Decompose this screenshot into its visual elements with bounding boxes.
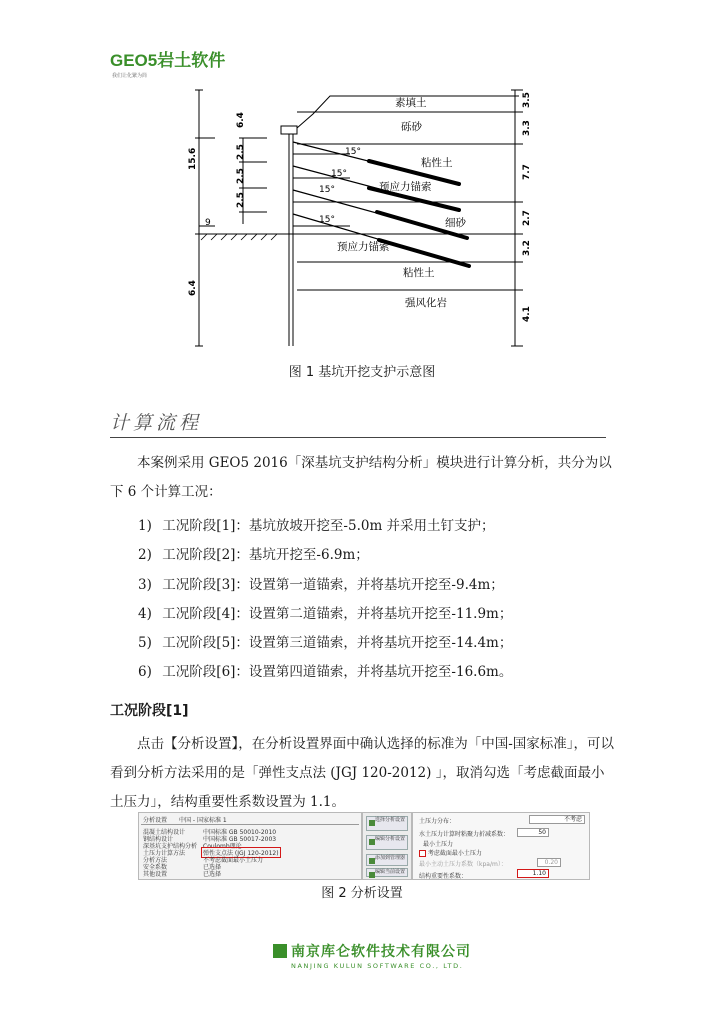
left-dim: 2.5 (236, 168, 246, 184)
selected-standard: 中国 - 国家标准 1 (179, 817, 227, 824)
stage1-paragraph: 点击【分析设置】，在分析设置界面中确认选择的标准为「中国-国家标准」，可以看到分析方法采用的是「弹性支点法 (JGJ 120-2012) 」，取消勾选「考虑截面最小土压力」，结构重要性系数设置为 1.1。 (110, 736, 615, 810)
list-item: 6) 工况阶段[6]：设置第四道锚索，并将基坑开挖至-16.6m。 (138, 664, 513, 681)
list-item: 1) 工况阶段[1]：基坑放坡开挖至-5.0m 并采用土钉支护； (138, 518, 495, 534)
setting-row-value: Coulomb理论 (203, 843, 242, 850)
section-title: 计算流程 (110, 412, 203, 434)
setting-row-label: 分析方法 (143, 857, 168, 864)
angle-label: 15° (319, 185, 335, 195)
edit-settings-button[interactable]: 编辑分析设置 (366, 835, 408, 850)
list-item: 5) 工况阶段[5]：设置第三道锚索，并将基坑开挖至-14.4m； (138, 635, 513, 652)
water-mark: 9 (205, 218, 211, 228)
list-item: 3) 工况阶段[3]：设置第一道锚索，并将基坑开挖至-9.4m； (138, 576, 504, 593)
figure1-caption: 图 1 基坑开挖支护示意图 (288, 365, 436, 380)
setting-row-label: 深基坑支护结构分析 (143, 843, 198, 850)
earth-pressure-select[interactable]: 不考虑 (529, 815, 585, 824)
earth-pressure-label: 土压力分布： (419, 818, 456, 825)
left-dim: 6.4 (236, 112, 246, 128)
min-coeff-label: 最小主动土压力系数（kpa/m）： (419, 861, 507, 868)
angle-label: 15° (345, 147, 361, 157)
layer-label: 预应力锚索 (337, 241, 390, 253)
min-pressure-group: 最小土压力 (423, 841, 454, 848)
cohesion-input[interactable]: 50 (517, 828, 549, 837)
list-item: 2) 工况阶段[2]：基坑开挖至-6.9m； (138, 547, 369, 564)
company-name-en: NANJING KULUN SOFTWARE CO., LTD. (291, 962, 464, 970)
right-dim: 3.3 (522, 120, 532, 136)
tab-analysis-settings[interactable]: 分析设置 (143, 817, 168, 824)
add-to-manager-button[interactable]: 添加到管理器 (366, 854, 408, 866)
setting-row-value: 已选择 (203, 871, 222, 878)
edit-current-button[interactable]: 编辑当前设置 (366, 868, 408, 877)
settings-panel-left (138, 812, 362, 880)
list-item: 4) 工况阶段[4]：设置第二道锚索，并将基坑开挖至-11.9m； (138, 605, 513, 622)
section-divider (110, 437, 606, 438)
logo-mark-icon (273, 944, 287, 958)
stage1-heading: 工况阶段[1] (110, 703, 189, 719)
importance-factor-label: 结构重要性系数： (419, 873, 468, 880)
right-dim: 3.2 (522, 240, 532, 256)
setting-row-label: 土压力计算方法 (143, 850, 186, 857)
right-dim: 7.7 (522, 164, 532, 180)
cohesion-label: 水土压力计算时粘聚力折减系数： (419, 831, 510, 838)
left-dim: 2.5 (236, 144, 246, 160)
layer-label: 砾砂 (401, 121, 422, 133)
layer-label: 素填土 (395, 97, 427, 109)
min-pressure-checkbox[interactable]: 考虑截面最小土压力 (419, 848, 482, 857)
setting-row-label: 钢结构设计 (143, 836, 174, 843)
setting-row-value: 已选择 (203, 864, 222, 871)
layer-label: 粘性土 (421, 157, 453, 169)
setting-row-label: 混凝土结构设计 (143, 829, 186, 836)
footer-logo (273, 941, 471, 970)
right-dim: 3.5 (522, 92, 532, 108)
angle-label: 15° (319, 215, 335, 225)
layer-label: 细砂 (445, 217, 466, 229)
layer-label: 预应力锚索 (379, 181, 432, 193)
setting-row-value: 中国标准 GB 50017-2003 (203, 836, 277, 843)
left-dim: 15.6 (188, 147, 198, 170)
angle-label: 15° (331, 169, 347, 179)
left-dim: 2.5 (236, 192, 246, 208)
logo-subtitle: 我们让化繁为简 (112, 73, 148, 79)
left-dim: 6.4 (188, 280, 198, 296)
analysis-method-highlight: 弹性支点法 (JGJ 120-2012) (201, 847, 281, 858)
settings-panel-buttons (362, 812, 412, 880)
importance-factor-input[interactable]: 1.10 (517, 869, 549, 878)
figure2-caption: 图 2 分析设置 (321, 886, 403, 901)
intro-paragraph: 本案例采用 GEO5 2016「深基坑支护结构分析」模块进行计算分析，共分为以下 6 个计算工况： (110, 455, 612, 500)
company-name-cn: 南京库仑软件技术有限公司 (273, 941, 471, 961)
setting-row-label: 安全系数 (143, 864, 168, 871)
layer-label: 强风化岩 (405, 297, 447, 309)
layer-label: 粘性土 (403, 267, 435, 279)
setting-row-value: 中国标准 GB 50010-2010 (203, 829, 277, 836)
logo-text: GEO5岩土软件 (110, 51, 226, 70)
setting-row-value: 不考虑截面最小土压力 (203, 857, 264, 864)
select-settings-button[interactable]: 选择分析设置 (366, 816, 408, 831)
setting-row-label: 其他设置 (143, 871, 168, 878)
excavation-diagram (185, 84, 545, 354)
header-logo (110, 46, 225, 79)
min-coeff-input[interactable]: 0.20 (537, 858, 561, 867)
settings-panel-right (412, 812, 590, 880)
right-dim: 4.1 (522, 306, 532, 322)
stage-list (138, 512, 512, 688)
right-dim: 2.7 (522, 210, 532, 226)
